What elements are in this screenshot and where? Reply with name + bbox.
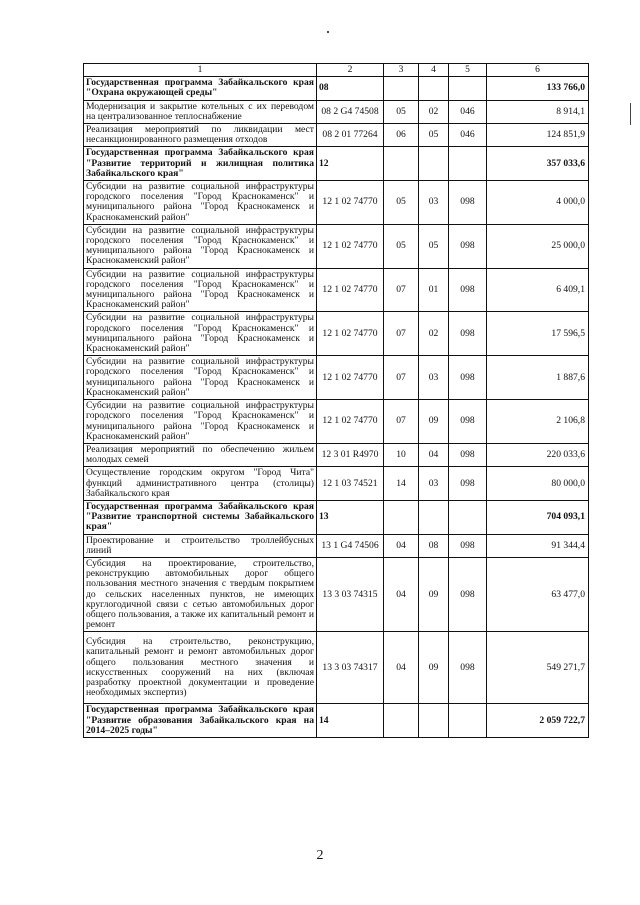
budget-table (83, 63, 589, 738)
scan-edge-mark (630, 103, 631, 125)
row-section-cell (384, 704, 419, 738)
row-code-cell: 12 (317, 147, 384, 181)
row-section-cell: 14 (384, 467, 419, 501)
row-name-cell: Субсидии на развитие социальной инфраструктуры городского поселения "Город Краснокаменск" и муниципального района "Город Краснокаменск и Краснокаменский район" (84, 356, 317, 400)
row-amount-cell: 6 409,1 (487, 268, 589, 312)
row-name-cell: Модернизация и закрытие котельных с их переводом на централизованное теплоснабжение (84, 100, 317, 123)
row-section-cell: 07 (384, 356, 419, 400)
row-expense-type-cell: 098 (449, 356, 487, 400)
row-code-cell: 12 3 01 R4970 (317, 443, 384, 466)
row-subsection-cell: 05 (419, 224, 449, 268)
row-subsection-cell (419, 704, 449, 738)
table-row (84, 268, 589, 312)
table-row (84, 443, 589, 466)
column-header: 4 (419, 64, 449, 77)
row-subsection-cell: 03 (419, 181, 449, 225)
row-name-cell: Субсидии на развитие социальной инфраструктуры городского поселения "Город Краснокаменск" и муниципального района "Город Краснокаменск и Краснокаменский район" (84, 181, 317, 225)
table-row (84, 124, 589, 147)
column-header: 1 (84, 64, 317, 77)
table-header-row (84, 64, 589, 77)
row-name-cell: Государственная программа Забайкальского края "Развитие транспортной системы Забайкальского края" (84, 500, 317, 534)
row-subsection-cell: 01 (419, 268, 449, 312)
row-amount-cell: 91 344,4 (487, 534, 589, 557)
row-section-cell: 04 (384, 557, 419, 631)
row-expense-type-cell: 098 (449, 632, 487, 704)
row-code-cell: 12 1 02 74770 (317, 400, 384, 444)
row-subsection-cell (419, 147, 449, 181)
row-subsection-cell (419, 77, 449, 100)
row-expense-type-cell: 098 (449, 557, 487, 631)
row-name-cell: Субсидия на проектирование, строительство, реконструкцию автомобильных дорог общего пользования местного значения с твердым покрытием до сельских населенных пунктов, не имеющих круглогодичной связи с сетью автомобильных дорог общего пользования, а также их капитальный ремонт и ремонт (84, 557, 317, 631)
row-expense-type-cell: 098 (449, 181, 487, 225)
row-amount-cell: 704 093,1 (487, 500, 589, 534)
row-code-cell: 12 1 02 74770 (317, 224, 384, 268)
row-section-cell (384, 500, 419, 534)
row-amount-cell: 17 596,5 (487, 312, 589, 356)
table-row (84, 224, 589, 268)
table-row (84, 557, 589, 631)
row-subsection-cell: 09 (419, 557, 449, 631)
row-name-cell: Проектирование и строительство троллейбусных линий (84, 534, 317, 557)
row-section-cell (384, 77, 419, 100)
row-name-cell: Субсидия на строительство, реконструкцию, капитальный ремонт и ремонт автомобильных дорог общего пользования местного значения и искусственных сооружений на них (включая разработку проектной документации и проведение необходимых экспертиз) (84, 632, 317, 704)
row-section-cell: 07 (384, 400, 419, 444)
row-name-cell: Государственная программа Забайкальского края "Развитие образования Забайкальского края на 2014–2025 годы" (84, 704, 317, 738)
row-code-cell: 13 (317, 500, 384, 534)
row-section-cell: 05 (384, 181, 419, 225)
row-name-cell: Осуществление городским округом "Город Чита" функций административного центра (столицы) Забайкальского края (84, 467, 317, 501)
table-row (84, 400, 589, 444)
row-code-cell: 13 3 03 74315 (317, 557, 384, 631)
row-amount-cell: 1 887,6 (487, 356, 589, 400)
row-expense-type-cell: 098 (449, 312, 487, 356)
row-code-cell: 12 1 02 74770 (317, 356, 384, 400)
row-amount-cell: 549 271,7 (487, 632, 589, 704)
scan-speck (327, 31, 329, 33)
row-subsection-cell: 05 (419, 124, 449, 147)
row-expense-type-cell: 098 (449, 534, 487, 557)
row-subsection-cell: 02 (419, 100, 449, 123)
table-row (84, 147, 589, 181)
row-name-cell: Государственная программа Забайкальского края "Охрана окружающей среды" (84, 77, 317, 100)
row-subsection-cell: 02 (419, 312, 449, 356)
row-code-cell: 12 1 02 74770 (317, 181, 384, 225)
column-header: 5 (449, 64, 487, 77)
row-amount-cell: 63 477,0 (487, 557, 589, 631)
column-header: 2 (317, 64, 384, 77)
row-name-cell: Субсидии на развитие социальной инфраструктуры городского поселения "Город Краснокаменск" и муниципального района "Город Краснокаменск и Краснокаменский район" (84, 268, 317, 312)
table-row (84, 356, 589, 400)
row-section-cell: 10 (384, 443, 419, 466)
table-row (84, 100, 589, 123)
table-row (84, 181, 589, 225)
row-section-cell: 05 (384, 100, 419, 123)
row-subsection-cell (419, 500, 449, 534)
row-subsection-cell: 04 (419, 443, 449, 466)
row-expense-type-cell: 098 (449, 443, 487, 466)
table-row (84, 534, 589, 557)
table-row (84, 312, 589, 356)
row-name-cell: Реализация мероприятий по обеспечению жильем молодых семей (84, 443, 317, 466)
row-section-cell: 04 (384, 632, 419, 704)
row-section-cell (384, 147, 419, 181)
row-code-cell: 13 1 G4 74506 (317, 534, 384, 557)
row-amount-cell: 25 000,0 (487, 224, 589, 268)
column-header: 3 (384, 64, 419, 77)
row-expense-type-cell: 046 (449, 124, 487, 147)
row-name-cell: Субсидии на развитие социальной инфраструктуры городского поселения "Город Краснокаменск" и муниципального района "Город Краснокаменск и Краснокаменский район" (84, 224, 317, 268)
table-row (84, 704, 589, 738)
row-code-cell: 14 (317, 704, 384, 738)
row-amount-cell: 2 059 722,7 (487, 704, 589, 738)
row-code-cell: 08 (317, 77, 384, 100)
row-subsection-cell: 03 (419, 356, 449, 400)
row-section-cell: 07 (384, 312, 419, 356)
row-amount-cell: 4 000,0 (487, 181, 589, 225)
row-amount-cell: 8 914,1 (487, 100, 589, 123)
table-row (84, 77, 589, 100)
row-expense-type-cell: 046 (449, 100, 487, 123)
row-amount-cell: 357 033,6 (487, 147, 589, 181)
column-header: 6 (487, 64, 589, 77)
row-amount-cell: 220 033,6 (487, 443, 589, 466)
row-code-cell: 13 3 03 74317 (317, 632, 384, 704)
row-subsection-cell: 03 (419, 467, 449, 501)
row-amount-cell: 80 000,0 (487, 467, 589, 501)
row-expense-type-cell: 098 (449, 268, 487, 312)
row-section-cell: 05 (384, 224, 419, 268)
row-name-cell: Субсидии на развитие социальной инфраструктуры городского поселения "Город Краснокаменск" и муниципального района "Город Краснокаменск и Краснокаменский район" (84, 312, 317, 356)
row-name-cell: Государственная программа Забайкальского края "Развитие территорий и жилищная политика Забайкальского края" (84, 147, 317, 181)
row-code-cell: 12 1 02 74770 (317, 312, 384, 356)
row-subsection-cell: 09 (419, 632, 449, 704)
row-expense-type-cell: 098 (449, 224, 487, 268)
row-expense-type-cell (449, 704, 487, 738)
row-section-cell: 06 (384, 124, 419, 147)
row-expense-type-cell (449, 147, 487, 181)
row-code-cell: 12 1 03 74521 (317, 467, 384, 501)
table-row (84, 467, 589, 501)
row-name-cell: Реализация мероприятий по ликвидации мест несанкционированного размещения отходов (84, 124, 317, 147)
row-code-cell: 12 1 02 74770 (317, 268, 384, 312)
row-expense-type-cell: 098 (449, 400, 487, 444)
row-expense-type-cell: 098 (449, 467, 487, 501)
page-number: 2 (316, 848, 324, 863)
row-amount-cell: 124 851,9 (487, 124, 589, 147)
row-subsection-cell: 09 (419, 400, 449, 444)
row-expense-type-cell (449, 77, 487, 100)
table-row (84, 500, 589, 534)
row-code-cell: 08 2 01 77264 (317, 124, 384, 147)
table-row (84, 632, 589, 704)
row-section-cell: 07 (384, 268, 419, 312)
row-name-cell: Субсидии на развитие социальной инфраструктуры городского поселения "Город Краснокаменск" и муниципального района "Город Краснокаменск и Краснокаменский район" (84, 400, 317, 444)
row-amount-cell: 133 766,0 (487, 77, 589, 100)
row-section-cell: 04 (384, 534, 419, 557)
row-subsection-cell: 08 (419, 534, 449, 557)
row-amount-cell: 2 106,8 (487, 400, 589, 444)
row-expense-type-cell (449, 500, 487, 534)
row-code-cell: 08 2 G4 74508 (317, 100, 384, 123)
